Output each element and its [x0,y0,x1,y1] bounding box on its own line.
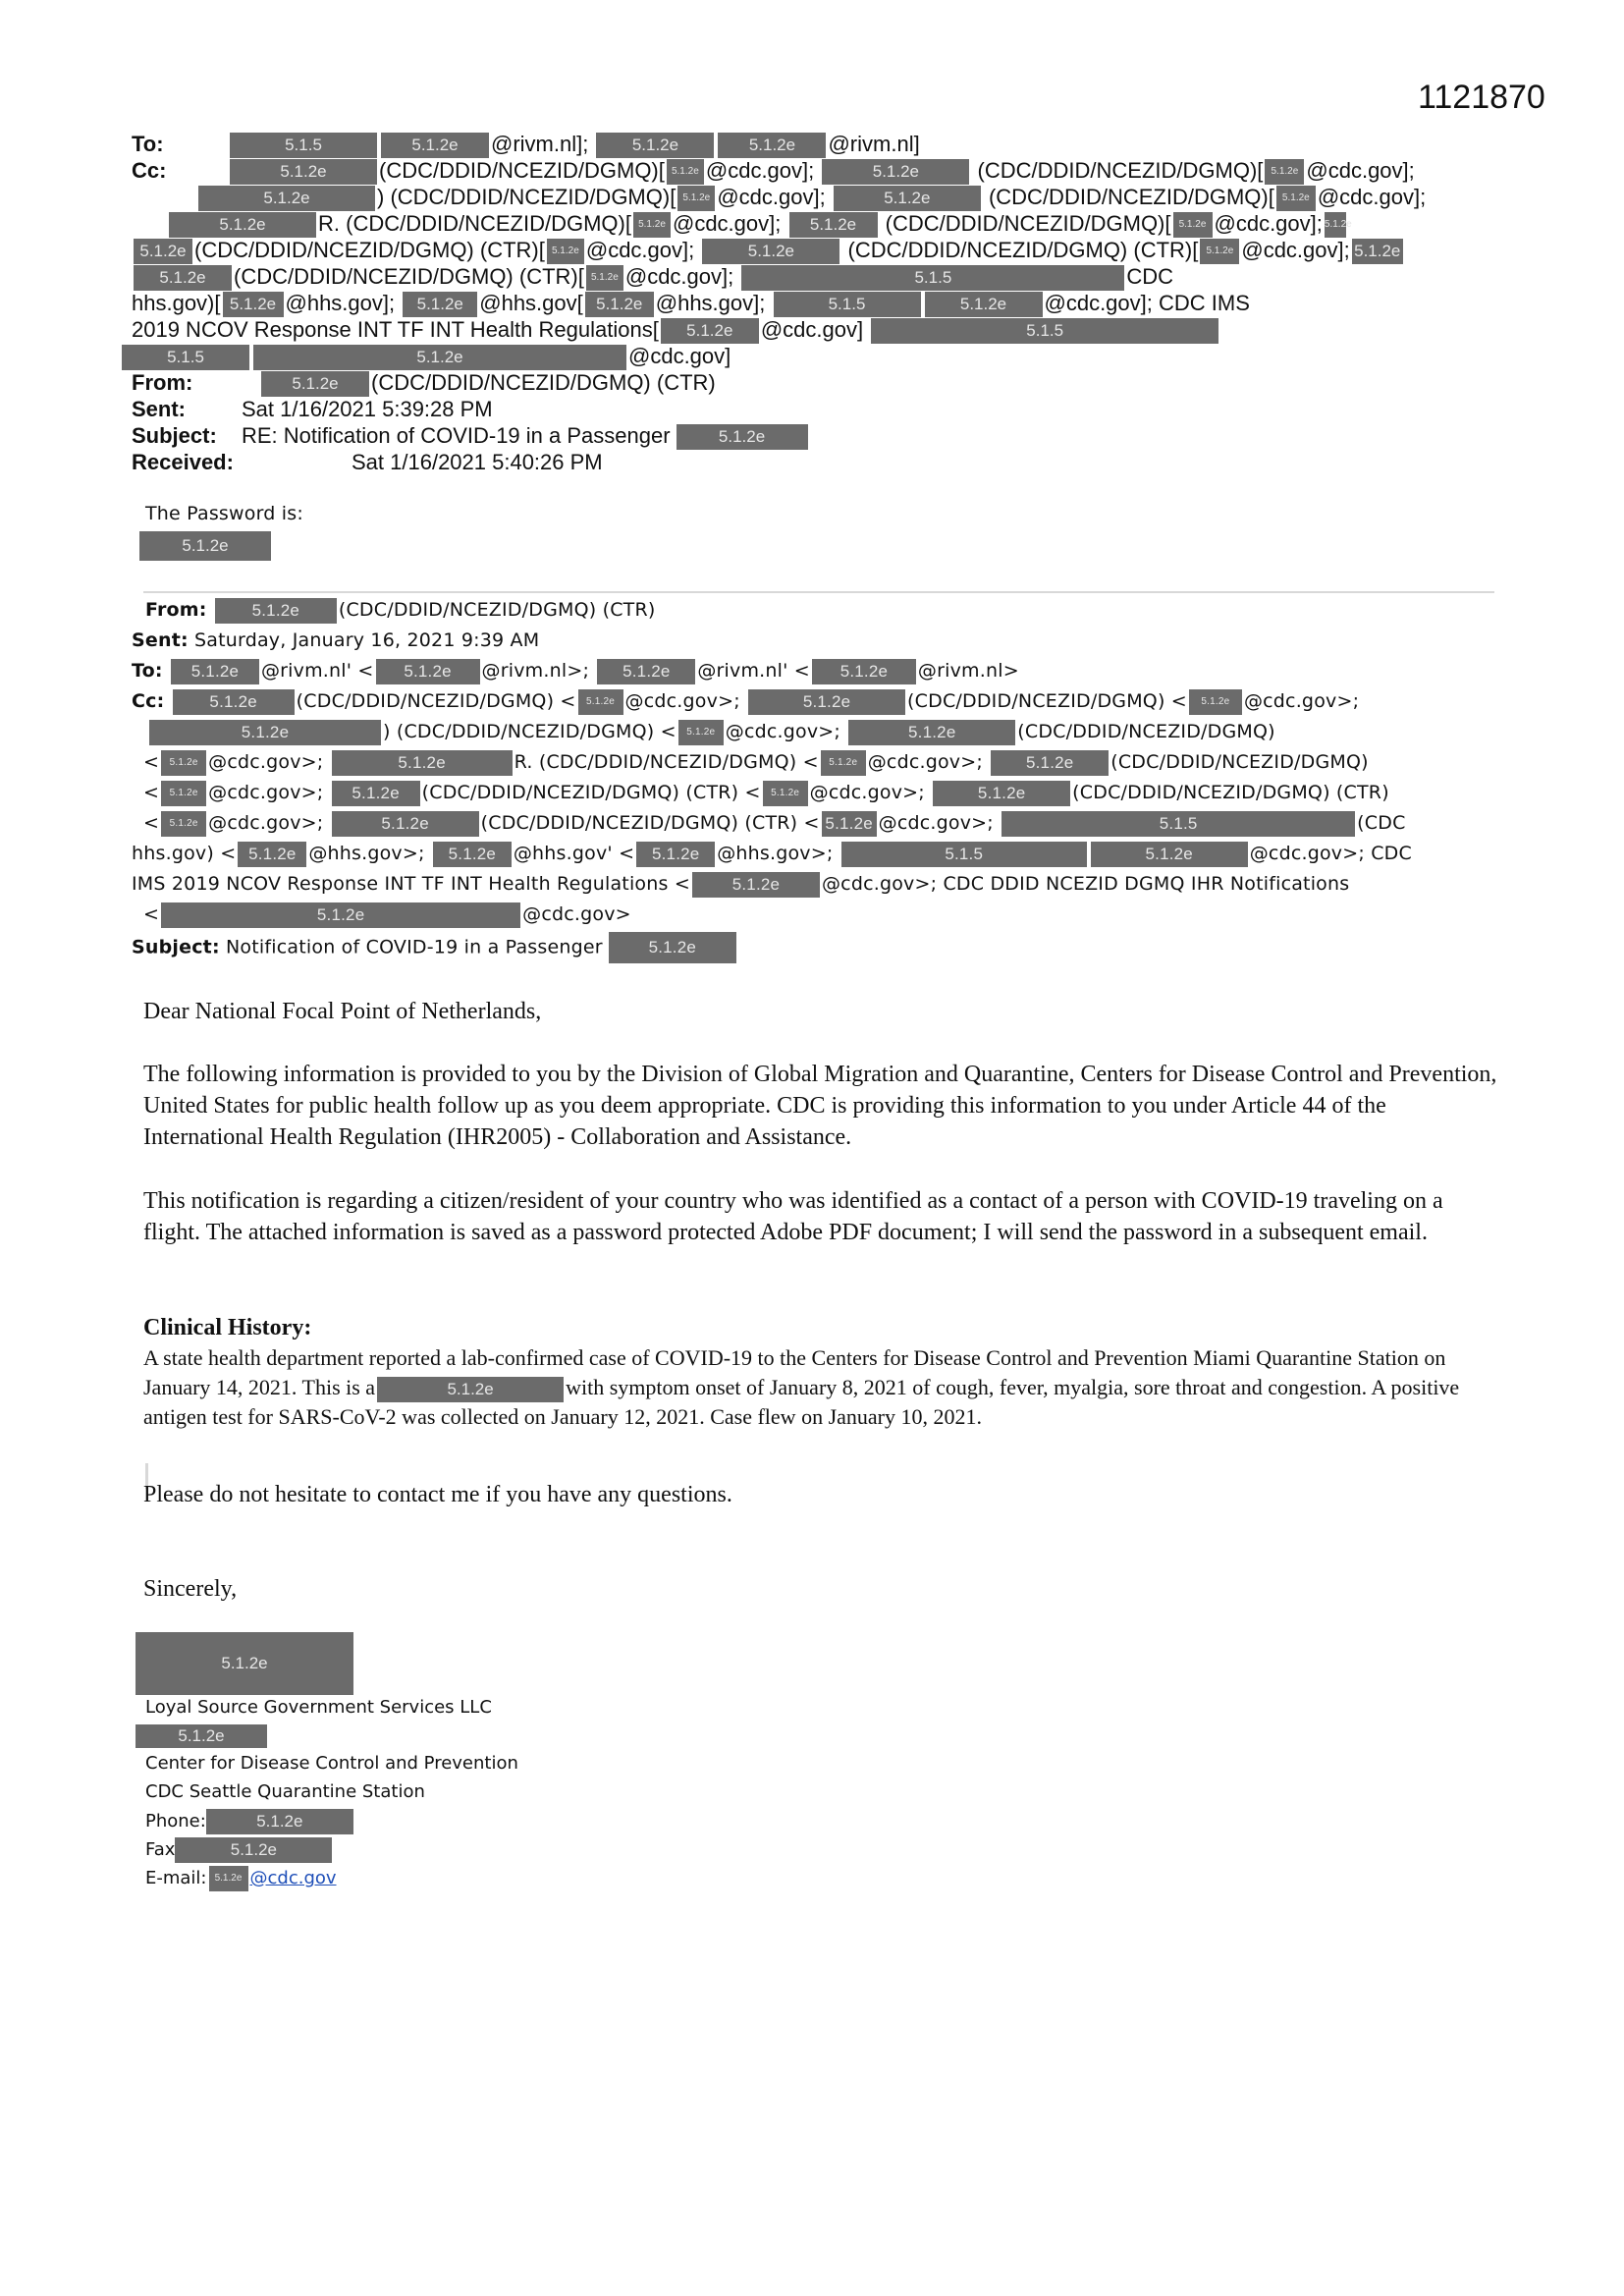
signature-org: Center for Disease Control and Prevention [145,1753,518,1774]
clinical-text-post: with symptom onset of January 8, 2021 of cough, fever, myalgia, sore throat and congestion. A positive antigen test for SARS-CoV-2 was collected on January 12, 2021. Case flew on January 10, 2021. [143,1375,1460,1429]
received-value: Sat 1/16/2021 5:40:26 PM [352,450,603,474]
address-text: @rivm.nl' < [260,660,374,682]
subject-value [242,423,810,450]
redaction: 5.1.2e [161,811,206,837]
address-text: < [143,751,160,773]
email-label: E-mail: [145,1868,207,1888]
address-text: (CDC/DDID/NCEZID/DGMQ) (CTR)[ [847,238,1199,262]
address-text: R. (CDC/DDID/NCEZID/DGMQ)[ [318,211,631,236]
redaction: 5.1.2e [198,186,375,211]
redaction: 5.1.2e [596,133,714,158]
address-text: < [143,903,160,925]
redaction: 5.1.2e [1276,186,1316,211]
redaction: 5.1.2e [633,212,671,238]
sent-label: Sent: [132,397,186,421]
clinical-history-heading: Clinical History: [143,1315,312,1340]
redaction: 5.1.2e [433,842,512,867]
redaction: 5.1.2e [209,1866,248,1891]
address-text: (CDC/DDID/NCEZID/DGMQ) < [907,690,1187,712]
signature-title-redaction: 5.1.2e [135,1724,267,1748]
to-label: To: [132,660,163,682]
address-text: @hhs.gov>; [717,843,834,864]
sender-text: (CDC/DDID/NCEZID/DGMQ) (CTR) [371,370,716,395]
address-text: @cdc.gov]; [1214,211,1323,236]
redaction: 5.1.2e [161,902,520,928]
paragraph-ihr-notice: The following information is provided to you by the Division of Global Migration and Quarantine, Centers for Disease Control and Prevention, United States for public health follow up as you deem appropriate. CDC is providing this information to you under Article 44 of the International Health Regulation (IHR2005) - Collaboration and Assistance. [143,1062,1497,1150]
cc-line [167,211,1352,238]
address-text: (CDC/DDID/NCEZID/DGMQ)[ [988,185,1274,209]
redaction: 5.1.2e [748,689,905,715]
redaction: 5.1.2e [175,1837,332,1863]
document-number: 1121870 [1418,79,1545,116]
address-text: 2019 NCOV Response INT TF INT Health Regulations[ [132,317,659,342]
cc-line [132,291,1250,317]
redaction: 5.1.2e [822,159,969,185]
redaction: 5.1.2e [332,781,420,806]
to-row [132,658,1019,684]
redaction: 5.1.2e [261,371,369,397]
signature-phone [145,1807,355,1835]
redaction: 5.1.2e [585,292,654,317]
address-text: @rivm.nl]; [491,132,589,156]
redaction: 5.1.2e [1200,239,1239,264]
address-text: (CDC/DDID/NCEZID/DGMQ)[ [977,158,1264,183]
address-text: (CDC/DDID/NCEZID/DGMQ) (CTR)[ [194,238,545,262]
address-text: @cdc.gov>; [867,751,983,773]
email-link[interactable]: @cdc.gov [249,1868,337,1888]
redaction: 5.1.2e [933,781,1070,806]
address-text: @cdc.gov>; [809,782,925,803]
address-text: @cdc.gov] [628,344,731,368]
redaction: 5.1.5 [871,318,1218,344]
address-text: @hhs.gov>; [308,843,425,864]
address-text: @cdc.gov]; [1241,238,1350,262]
cc-line [120,344,731,370]
signature-email [145,1864,337,1892]
redaction: 5.1.5 [741,265,1124,291]
received-label: Received: [132,450,234,474]
address-text: @rivm.nl>; [481,660,590,682]
address-text: @cdc.gov>; [624,690,740,712]
redaction: 5.1.2e [702,239,839,264]
redaction: 5.1.2e [1189,689,1242,715]
cc-line [228,158,1415,185]
address-text: CDC [1126,264,1174,289]
address-text: @cdc.gov]; [672,211,782,236]
address-text: @cdc.gov] [760,317,864,342]
redaction: 5.1.2e [763,781,808,806]
sent-label: Sent: [132,629,189,651]
redaction: 5.1.2e [821,750,866,776]
redaction: 5.1.2e [403,292,477,317]
salutation: Dear National Focal Point of Netherlands, [143,999,542,1024]
address-text: @rivm.nl' < [697,660,810,682]
address-text: @cdc.gov>; [208,782,324,803]
address-text: < [143,812,160,834]
redaction: 5.1.2e [332,750,513,776]
address-text: @hhs.gov[ [479,291,583,315]
redaction: 5.1.2e [161,781,206,806]
redaction: 5.1.2e [677,186,715,211]
address-text: (CDC/DDID/NCEZID/DGMQ) [1110,751,1369,773]
address-text: hhs.gov) < [132,843,237,864]
redaction: 5.1.2e [677,424,808,450]
paragraph-notification: This notification is regarding a citizen/resident of your country who was identified as a contact of a person with COVID-19 traveling on a flight. The attached information is saved as a password protected Adobe PDF document; I will send the password in a subsequent email. [143,1188,1443,1245]
subject-label: Subject: [132,936,220,958]
address-text: (CDC/DDID/NCEZID/DGMQ)[ [885,211,1171,236]
address-text: @cdc.gov> [522,903,631,925]
address-text: @cdc.gov]; [705,158,815,183]
clinical-text-pre: A state health department reported a lab-confirmed case of COVID-19 to the Centers for Disease Control and Prevention Miami Quarantine Station on January 14, 2021. This is a [143,1345,1446,1399]
redaction: 5.1.2e [169,212,316,238]
address-text: @hhs.gov]; [285,291,396,315]
redaction: 5.1.2e [206,1809,353,1834]
redaction: 5.1.2e [1325,212,1346,238]
redaction: 5.1.2e [834,186,981,211]
cc-line [132,841,1412,867]
address-text: @cdc.gov>; [1243,690,1360,712]
sincerely: Sincerely, [143,1576,238,1602]
cc-line [132,264,1173,291]
address-text: @cdc.gov>; CDC [1249,843,1412,864]
address-text: @cdc.gov]; [717,185,826,209]
redaction: 5.1.5 [122,345,249,370]
redaction: 5.1.2e [332,811,479,837]
address-text: R. (CDC/DDID/NCEZID/DGMQ) < [514,751,819,773]
address-text: (CDC/DDID/NCEZID/DGMQ) (CTR)[ [234,264,584,289]
cc-line [132,317,1220,344]
redaction: 5.1.5 [1001,811,1355,837]
redaction: 5.1.2e [134,265,232,291]
redaction: 5.1.2e [215,598,337,624]
redaction: 5.1.2e [223,292,284,317]
redaction: 5.1.2e [376,659,480,684]
address-text: @cdc.gov]; [624,264,734,289]
cc-line [143,810,1406,837]
address-text: (CDC/DDID/NCEZID/DGMQ) (CTR) < [421,782,761,803]
redaction: 5.1.5 [841,842,1087,867]
redaction: 5.1.2e [171,659,259,684]
address-text: @hhs.gov' < [513,843,635,864]
address-text: IMS 2019 NCOV Response INT TF INT Health Regulations < [132,873,690,895]
address-text: ) (CDC/DDID/NCEZID/DGMQ)[ [377,185,677,209]
cc-line [132,238,1405,264]
cc-row [132,688,1359,715]
redaction: 5.1.2e [238,842,306,867]
cc-line [143,749,1369,776]
address-text: @rivm.nl> [917,660,1019,682]
redaction: 5.1.2e [578,689,623,715]
address-text: @cdc.gov>; [208,812,324,834]
signature-name-redaction: 5.1.2e [135,1632,353,1695]
cc-line [143,780,1389,806]
redaction: 5.1.2e [692,872,820,898]
redaction: 5.1.2e [377,1377,564,1402]
phone-label: Phone: [145,1811,206,1831]
redaction: 5.1.2e [848,720,1015,745]
address-text: hhs.gov)[ [132,291,221,315]
address-text: @cdc.gov>; [878,812,994,834]
clinical-history-text [143,1343,1498,1432]
address-text: @rivm.nl] [828,132,920,156]
to-recipients [228,132,920,158]
redaction: 5.1.2e [1265,159,1304,185]
redaction: 5.1.2e [789,212,878,238]
cc-line [132,871,1349,898]
redaction: 5.1.2e [661,318,759,344]
redaction: 5.1.2e [173,689,295,715]
cc-line [143,902,631,928]
to-label: To: [132,132,164,156]
address-text: @cdc.gov>; [208,751,324,773]
redaction: 5.1.2e [161,750,206,776]
redaction: 5.1.2e [636,842,715,867]
sender-text: (CDC/DDID/NCEZID/DGMQ) (CTR) [338,599,656,621]
address-text: @cdc.gov]; [585,238,695,262]
redaction: 5.1.2e [547,239,584,264]
redaction: 5.1.2e [586,265,623,291]
sent-value: Saturday, January 16, 2021 9:39 AM [194,629,540,651]
address-text: @cdc.gov]; [1306,158,1415,183]
redaction: 5.1.2e [597,659,695,684]
redaction: 5.1.2e [822,811,877,837]
redaction: 5.1.2e [149,720,381,745]
redaction: 5.1.2e [134,239,192,264]
cc-line [196,185,1426,211]
cc-line [147,719,1275,745]
redaction: 5.1.2e [718,133,826,158]
subject-label: Subject: [132,423,217,448]
redaction: 5.1.5 [774,292,921,317]
redaction: 5.1.2e [925,292,1043,317]
fax-label: Fax [145,1839,176,1860]
sent-value: Sat 1/16/2021 5:39:28 PM [242,397,493,421]
closing-question: Please do not hesitate to contact me if you have any questions. [143,1482,732,1507]
address-text: < [143,782,160,803]
address-text: @cdc.gov]; [1317,185,1427,209]
redaction: 5.1.2e [253,345,626,370]
redaction: 5.1.2e [678,720,724,745]
password-redaction: 5.1.2e [139,531,271,561]
redaction: 5.1.2e [609,932,736,963]
address-text: (CDC/DDID/NCEZID/DGMQ) < [296,690,576,712]
subject-text: RE: Notification of COVID-19 in a Passenger [242,423,671,448]
signature-company: Loyal Source Government Services LLC [145,1697,492,1718]
from-label: From: [132,370,193,395]
redaction: 5.1.2e [230,159,377,185]
address-text: ) (CDC/DDID/NCEZID/DGMQ) < [383,721,677,742]
address-text: @cdc.gov>; [725,721,840,742]
subject-text: Notification of COVID-19 in a Passenger [226,936,603,958]
address-text: @cdc.gov>; CDC DDID NCEZID DGMQ IHR Notifications [821,873,1350,895]
divider [143,591,1494,593]
redaction: 5.1.2e [991,750,1109,776]
address-text: @cdc.gov]; CDC IMS [1044,291,1250,315]
address-text: (CDC/DDID/NCEZID/DGMQ) (CTR) < [480,812,820,834]
redaction: 5.1.2e [1352,239,1403,264]
redaction: 5.1.2e [381,133,489,158]
from-label: From: [145,599,207,621]
redaction: 5.1.2e [667,159,704,185]
from-value [259,370,716,397]
cc-label: Cc: [132,158,167,183]
address-text: (CDC/DDID/NCEZID/DGMQ) (CTR) [1072,782,1389,803]
signature-station: CDC Seattle Quarantine Station [145,1781,425,1802]
redaction: 5.1.5 [230,133,377,158]
from-row [145,597,656,624]
sent-row [132,628,539,654]
redaction: 5.1.2e [1173,212,1213,238]
subject-row [132,932,738,963]
address-text: @hhs.gov]; [655,291,766,315]
cc-label: Cc: [132,690,165,712]
redaction: 5.1.2e [1091,842,1248,867]
address-text: (CDC/DDID/NCEZID/DGMQ)[ [379,158,665,183]
signature-fax [145,1835,334,1864]
address-text: (CDC/DDID/NCEZID/DGMQ) [1017,721,1275,742]
redaction: 5.1.2e [812,659,916,684]
password-label: The Password is: [145,503,303,524]
address-text: (CDC [1357,812,1406,834]
